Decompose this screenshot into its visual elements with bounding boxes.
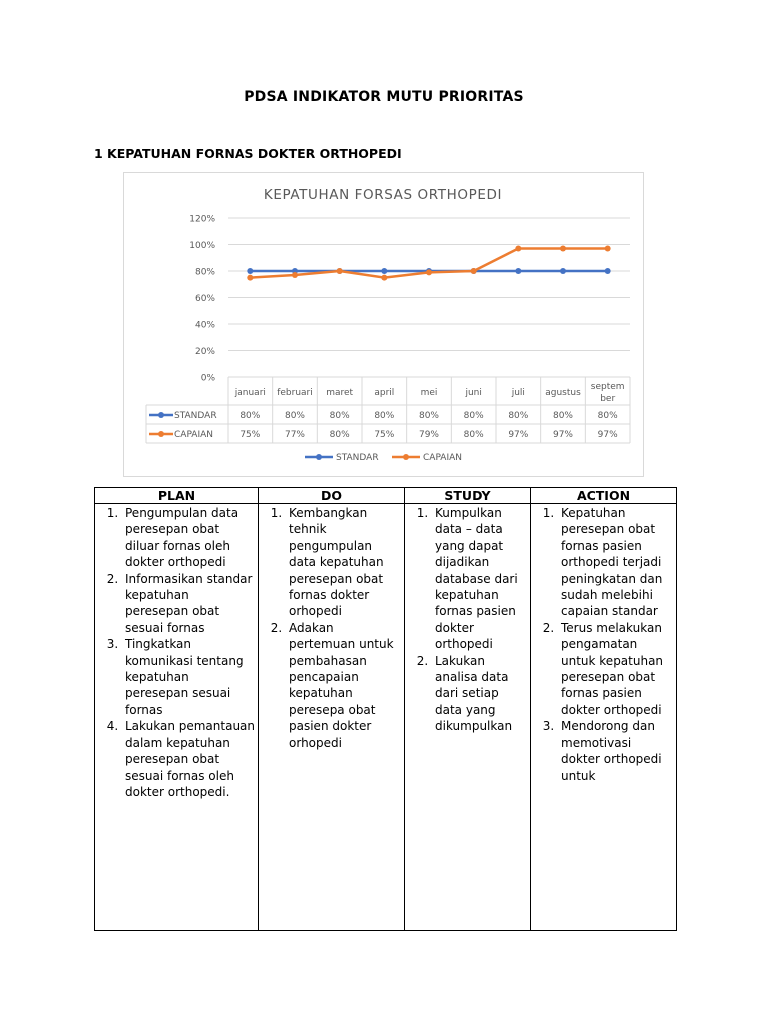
section-title: 1 KEPATUHAN FORNAS DOKTER ORTHOPEDI: [94, 146, 402, 161]
y-tick-label: 60%: [194, 294, 215, 304]
x-category-label: januari: [234, 388, 266, 398]
x-category-label: juli: [511, 388, 525, 398]
data-point-standar: [381, 268, 387, 274]
table-value: 97%: [508, 430, 529, 440]
legend-marker: [316, 454, 322, 460]
legend-label: STANDAR: [336, 453, 379, 463]
do-cell: [259, 504, 405, 931]
x-category-label: april: [374, 388, 395, 398]
data-point-capaian: [560, 245, 566, 251]
plan-item: 4. Lakukan pemantauan dalam kepatuhan peresepan obat sesuai fornas oleh dokter orthopedi.: [122, 718, 255, 800]
table-series-name: STANDAR: [174, 411, 217, 421]
x-category-label: septem: [590, 382, 625, 392]
study-item: 1. Kumpulkan data – data yang dapat dijadikan database dari kepatuhan fornas pasien dokter orthopedi: [432, 505, 527, 653]
plan-cell: [95, 504, 259, 931]
data-point-capaian: [381, 275, 387, 281]
data-point-capaian: [426, 269, 432, 275]
legend-marker: [403, 454, 409, 460]
data-point-capaian: [292, 272, 298, 278]
table-value: 80%: [508, 411, 529, 421]
study-cell: [405, 504, 531, 931]
table-legend-marker: [158, 412, 164, 418]
table-value: 77%: [284, 430, 306, 440]
do-item: 1. Kembangkan tehnik pengumpulan data kepatuhan peresepan obat fornas dokter orhopedi: [286, 505, 401, 620]
y-tick-label: 80%: [194, 267, 215, 278]
x-category-label: ber: [600, 394, 616, 404]
x-category-label: juni: [465, 388, 482, 398]
table-value: 80%: [329, 411, 350, 421]
data-point-standar: [605, 268, 611, 274]
chart-container: [123, 172, 644, 477]
action-item: 1. Kepatuhan peresepan obat fornas pasien orthopedi terjadi peningkatan dan sudah melebihi capaian standar: [558, 505, 673, 620]
data-point-capaian: [515, 245, 521, 251]
action-list: [533, 505, 673, 784]
data-point-capaian: [337, 268, 343, 274]
document-title: PDSA INDIKATOR MUTU PRIORITAS: [244, 89, 524, 105]
table-value: 79%: [418, 430, 440, 440]
y-tick-label: 40%: [194, 320, 215, 331]
data-point-standar: [247, 268, 253, 274]
y-tick-label: 100%: [189, 241, 215, 251]
x-category-label: februari: [277, 388, 313, 398]
line-chart: [124, 173, 643, 476]
plan-item: 3. Tingkatkan komunikasi tentang kepatuhan peresepan sesuai fornas: [122, 636, 255, 718]
action-item: 3. Mendorong dan memotivasi dokter orthopedi untuk: [558, 718, 673, 784]
x-category-label: agustus: [545, 388, 581, 398]
table-value: 80%: [463, 430, 484, 440]
action-item: 2. Terus melakukan pengamatan untuk kepatuhan peresepan obat fornas pasien dokter orthopedi: [558, 620, 673, 718]
do-list: [261, 505, 401, 751]
pdsa-header-row: [95, 488, 677, 504]
table-value: 80%: [463, 411, 484, 421]
y-tick-label: 0%: [200, 373, 215, 384]
data-point-standar: [515, 268, 521, 274]
table-series-name: CAPAIAN: [174, 430, 213, 440]
table-value: 80%: [597, 411, 618, 421]
data-point-capaian: [605, 245, 611, 251]
table-value: 97%: [552, 430, 574, 440]
study-list: [407, 505, 527, 735]
header-plan: PLAN: [95, 488, 259, 504]
data-point-capaian: [471, 268, 477, 274]
header-do: DO: [259, 488, 405, 504]
plan-item: 2. Informasikan standar kepatuhan peresepan obat sesuai fornas: [122, 571, 255, 637]
x-category-label: mei: [420, 388, 438, 398]
header-action: ACTION: [531, 488, 677, 504]
table-value: 97%: [597, 430, 618, 440]
do-item: 2. Adakan pertemuan untuk pembahasan pencapaian kepatuhan peresepa obat pasien dokter orhopedi: [286, 620, 401, 751]
table-value: 80%: [329, 430, 350, 440]
pdsa-table: [94, 487, 677, 931]
table-legend-marker: [158, 431, 164, 437]
plan-list: [97, 505, 255, 800]
y-tick-label: 20%: [194, 347, 215, 357]
table-value: 80%: [418, 411, 440, 421]
legend-label: CAPAIAN: [423, 453, 462, 463]
table-value: 75%: [374, 430, 395, 440]
action-cell: [531, 504, 677, 931]
table-value: 80%: [552, 411, 574, 421]
data-point-capaian: [247, 275, 253, 281]
y-tick-label: 120%: [189, 214, 215, 225]
table-value: 80%: [240, 411, 261, 421]
study-item: 2. Lakukan analisa data dari setiap data yang dikumpulkan: [432, 653, 527, 735]
table-value: 75%: [240, 430, 261, 440]
chart-title: KEPATUHAN FORSAS ORTHOPEDI: [263, 187, 503, 203]
table-value: 80%: [284, 411, 306, 421]
plan-item: 1. Pengumpulan data peresepan obat diluar fornas oleh dokter orthopedi: [122, 505, 255, 571]
table-value: 80%: [374, 411, 395, 421]
x-category-label: maret: [326, 388, 354, 398]
header-study: STUDY: [405, 488, 531, 504]
data-point-standar: [560, 268, 566, 274]
pdsa-content-row: [95, 504, 677, 931]
